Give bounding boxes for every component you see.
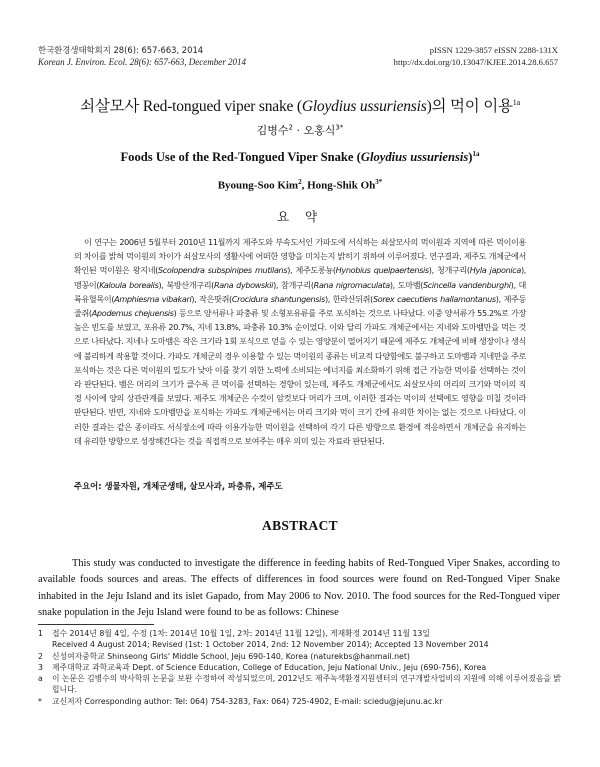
author-en-1-affil: 2: [298, 178, 302, 186]
issn-line: pISSN 1229-3857 eISSN 2288-131X: [429, 45, 558, 55]
footnote-mark: 2: [38, 651, 43, 661]
doi-link[interactable]: http://dx.doi.org/10.13047/KJEE.2014.28.6.657: [393, 57, 558, 67]
abstract-ko-text: ) 등으로 양서류나 파충류 및 소형포유류를 주로 포식하는 것으로 나타났다. 이중 양서류가 55.2%로 가장 높은 빈도를 보였고, 포유류 20.7%, 지네 13.8%, 파충류 10.3% 순이었다. 이와 달리 가파도 개체군에서는 지네와 도마뱀만을 먹는 것으로 나타났다. 지네나 도마뱀은 작은 크기라 1회 포식으로 얻을 수 있는 영양분이 떨어지기 때문에 제주도 개체군에 비해 생장이나 생식에 불리하게 작용할 것이다. 가파도 개체군의 경우 이용할 수 있는 먹이원의 종류는 비교적 다양함에도 불구하고 도마뱀과 지네만을 주로 포식하는 것은 다른 먹이원의 밀도가 낮아 이를 찾기 위한 노력에 소비되는 에너지를 최소화하기 위해 접근 가능한 먹이를 선택하는 것이라 판단된다. 뱀은 머리의 크기가 클수록 큰 먹이를 선택하는 경향이 있는데, 제주도 개체군에서도 쇠살모사의 머리의 크기와 먹이의 직경 사이에 양의 상관관계를 보였다. 제주도 개체군은 수컷이 암컷보다 머리가 크며, 이러한 결과는 먹이의 선택에도 영향을 미칠 것이라 판단된다. 반면, 지네와 도마뱀만을 포식하는 가파도 개체군에서는 머리 크기와 먹이 크기 간에 유의한 차이는 없는 것으로 나타났다. 이러한 결과는 같은 종이라도 서식장소에 따라 이용가능한 먹이원을 선택하여 각기 다른 방향으로 환경에 적응하면서 개체군을 유지하는 데 유리한 방향으로 성장해간다는 것을 직접적으로 보여주는 매우 의미 있는 자료라 판단된다.: [74, 308, 526, 446]
footnote-text: 신성여자중학교 Shinseong Girls' Middle School, Jeju 690-140, Korea (naturekbs@hanmail.net): [52, 651, 410, 661]
footnote-text: 제주대학교 과학교육과 Dept. of Science Education, College of Education, Jeju National Univ., Jeju (690-756), Korea: [52, 662, 487, 672]
footnote: [38, 628, 562, 639]
species-name: Rana dybowskii: [214, 279, 274, 290]
footnote-divider: [38, 624, 154, 625]
species-name: Crocidura shantungensis: [231, 293, 325, 304]
footnote: [38, 673, 562, 696]
title-en-species: Gloydius ussuriensis: [360, 150, 469, 165]
title-en-pre: Foods Use of the Red-Tongued Viper Snake (: [120, 150, 361, 165]
title-en-footnote-mark: 1a: [472, 150, 480, 158]
author-en-2-affil: 3*: [375, 178, 383, 186]
footnote-mark: a: [38, 674, 43, 684]
abstract-ko-text: ), 대륙유혈목이(: [74, 279, 527, 304]
title-ko-footnote-mark: 1a: [512, 97, 520, 107]
footnote: [38, 662, 562, 673]
author-ko-2-affil: 3*: [335, 123, 344, 132]
author-en-1: Byoung-Soo Kim: [217, 179, 299, 192]
keywords: 주요어: 생물자원, 개체군생태, 살모사과, 파충류, 제주도: [74, 481, 283, 491]
footnote-text: 접수 2014년 8월 4일, 수정 (1차: 2014년 10월 1일, 2차: 2014년 11월 12일), 게재확정 2014년 11월 13일: [52, 629, 430, 638]
footnote: [38, 639, 562, 650]
author-ko-separator: ·: [293, 124, 304, 137]
abstract-heading: ABSTRACT: [262, 518, 338, 533]
species-name: Sorex caecutiens hallamontanus: [372, 293, 496, 304]
author-en-2: Hong-Shik Oh: [307, 179, 376, 192]
journal-header-left: [38, 44, 246, 68]
species-name: Apodemus chejuensis: [91, 308, 174, 319]
species-name: Amphiesma vibakari: [114, 293, 192, 304]
species-name: Scincella vandenburghi: [423, 279, 511, 290]
species-name: Hynobius quelpaertensis: [335, 265, 429, 276]
summary-heading: 요 약: [276, 209, 324, 224]
title-english: [0, 150, 600, 165]
abstract-ko-text: ), 한라산뒤쥐(: [324, 293, 373, 304]
abstract-korean: [74, 235, 526, 448]
abstract-en-text: This study was conducted to investigate the difference in feeding habits of Red-Tongued Viper Snakes, according to available foods sources and areas. The effects of differences in food sources were found on Red-Tongued Viper Snake inhabited in the Jeju Island and its islet Gapado, from May 2006 to Nov. 2010. The food sources for the Red-Tongued viper snake population in the Jeju Island were found to be as follows: Chinese: [38, 558, 560, 619]
title-en-post: ): [468, 150, 473, 165]
author-ko-1-affil: 2: [288, 123, 293, 132]
species-name: Hyla japonica: [469, 265, 521, 276]
abstract-ko-text: ), 도마뱀(: [389, 279, 423, 290]
journal-name-en: Korean J. Environ. Ecol. 28(6): 657-663, December 2014: [38, 57, 247, 67]
author-ko-1: 김병수: [256, 124, 289, 137]
species-name: Scolopendra subspinipes mutilans: [158, 265, 288, 276]
abstract-ko-text: 이 연구는 2006년 5월부터 2010년 11월까지 제주도와 부속도서인 가파도에 서식하는 쇠살모사의 먹이원과 지역에 따른 먹이이용의 차이를 밝혀 먹이원의 차이가 쇠살모사의 생활사에 어떠한 영향을 미치는지 밝히기 위하여 이루어졌다. 연구결과, 제주도 개체군에서 확인된 먹이원은 왕지네(: [74, 237, 526, 276]
abstract-ko-text: ), 제주도롱뇽(: [287, 265, 336, 276]
footnote: [38, 651, 562, 662]
footnote: [38, 696, 562, 707]
journal-name-ko: 한국환경생태학회지 28(6): 657-663, 2014: [38, 45, 204, 55]
abstract-ko-text: ), 맹꽁이(: [74, 265, 526, 290]
footnotes: [38, 628, 562, 707]
title-ko-species: Gloydius ussuriensis: [301, 98, 427, 115]
authors-english: [0, 178, 600, 192]
title-ko-post: )의 먹이 이용: [426, 98, 513, 115]
abstract-ko-text: ), 북방산개구리(: [158, 279, 214, 290]
journal-header-right: [394, 44, 558, 68]
footnote-mark: 3: [38, 662, 43, 672]
footnote-text: Received 4 August 2014; Revised (1st: 1 October 2014, 2nd: 12 November 2014); Accepted 13 November 2014: [52, 640, 489, 650]
authors-korean: [0, 122, 600, 138]
footnote-mark: *: [38, 696, 42, 706]
species-name: Rana nigromaculata: [313, 279, 390, 290]
footnote-text: 이 논문은 김병수의 박사학위 논문을 보완 수정하여 작성되었으며, 2012년도 제주녹색환경지원센터의 연구개발사업비의 지원에 의해 이루어졌음을 밝힙니다.: [52, 674, 561, 695]
species-name: Kaloula borealis: [99, 279, 159, 290]
footnote-text: 교신저자 Corresponding author: Tel: 064) 754-3283, Fax: 064) 725-4902, E-mail: sciedu@jejunu.ac.kr: [52, 696, 443, 706]
author-ko-2: 오홍식: [303, 124, 336, 137]
title-korean: [0, 94, 600, 116]
abstract-ko-text: ), 작은땃쥐(: [191, 293, 232, 304]
footnote-mark: 1: [38, 629, 43, 638]
author-en-separator: ,: [301, 179, 308, 192]
title-ko-pre: 쇠살모사 Red-tongued viper snake (: [80, 98, 302, 115]
abstract-ko-text: ), 청개구리(: [428, 265, 470, 276]
abstract-ko-text: ), 참개구리(: [273, 279, 314, 290]
abstract-english: [38, 556, 560, 622]
abstract-ko-text: ), 제주등줄쥐(: [74, 293, 526, 319]
